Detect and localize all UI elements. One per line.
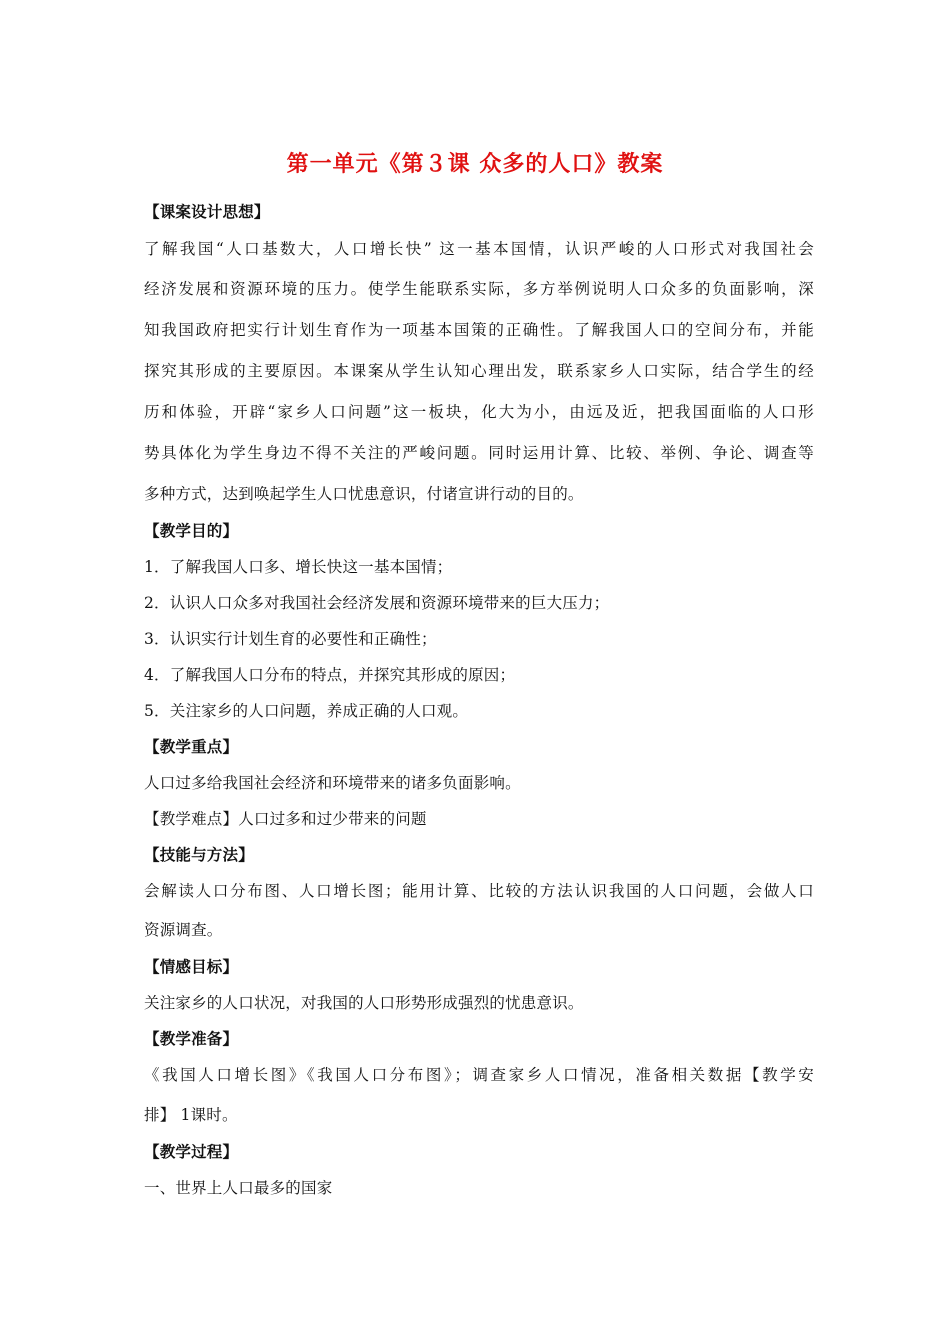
paragraph-line: 经济发展和资源环境的压力。使学生能联系实际，多方举例说明人口众多的负面影响，深: [144, 280, 814, 298]
list-item: 1．了解我国人口多、增长快这一基本国情；: [144, 558, 453, 576]
paragraph-line: 知我国政府把实行计划生育作为一项基本国策的正确性。了解我国人口的空间分布，并能: [144, 321, 814, 339]
section-heading-process: 【教学过程】: [144, 1142, 239, 1161]
section-heading-objectives: 【教学目的】: [144, 521, 239, 540]
section-heading-emotional-goals: 【情感目标】: [144, 957, 239, 976]
list-item: 4．了解我国人口分布的特点，并探究其形成的原因；: [144, 666, 516, 684]
list-item: 2．认识人口众多对我国社会经济发展和资源环境带来的巨大压力；: [144, 594, 610, 612]
list-item: 5．关注家乡的人口问题，养成正确的人口观。: [144, 702, 469, 720]
paragraph-line: 势具体化为学生身边不得不关注的严峻问题。同时运用计算、比较、举例、争论、调查等: [144, 444, 814, 462]
section-heading-preparation: 【教学准备】: [144, 1029, 239, 1048]
paragraph-line: 人口过多给我国社会经济和环境带来的诸多负面影响。: [144, 774, 521, 792]
paragraph-line: 排】 1课时。: [144, 1106, 238, 1124]
paragraph-line: 了解我国“人口基数大，人口增长快” 这一基本国情，认识严峻的人口形式对我国社会: [144, 240, 814, 258]
section-heading-design-idea: 【课案设计思想】: [144, 202, 270, 221]
paragraph-line: 关注家乡的人口状况，对我国的人口形势形成强烈的忧患意识。: [144, 994, 584, 1012]
paragraph-line: 会解读人口分布图、人口增长图；能用计算、比较的方法认识我国的人口问题，会做人口: [144, 882, 814, 900]
paragraph-line: 多种方式，达到唤起学生人口忧患意识，付诸宣讲行动的目的。: [144, 485, 584, 503]
section-heading-key-points: 【教学重点】: [144, 737, 239, 756]
paragraph-line: 历和体验，开辟“家乡人口问题”这一板块，化大为小，由远及近，把我国面临的人口形: [144, 403, 814, 421]
list-item: 3．认识实行计划生育的必要性和正确性；: [144, 630, 437, 648]
section-heading-skills: 【技能与方法】: [144, 845, 254, 864]
document-title: 第一单元《第３课 众多的人口》教案: [286, 152, 664, 177]
section-heading-difficulties: 【教学难点】人口过多和过少带来的问题: [144, 810, 427, 828]
paragraph-line: 探究其形成的主要原因。本课案从学生认知心理出发，联系家乡人口实际，结合学生的经: [144, 362, 814, 380]
paragraph-line: 《我国人口增长图》《我国人口分布图》；调查家乡人口情况，准备相关数据【教学安: [144, 1066, 814, 1084]
paragraph-line: 一、世界上人口最多的国家: [144, 1179, 333, 1197]
paragraph-line: 资源调查。: [144, 921, 223, 939]
